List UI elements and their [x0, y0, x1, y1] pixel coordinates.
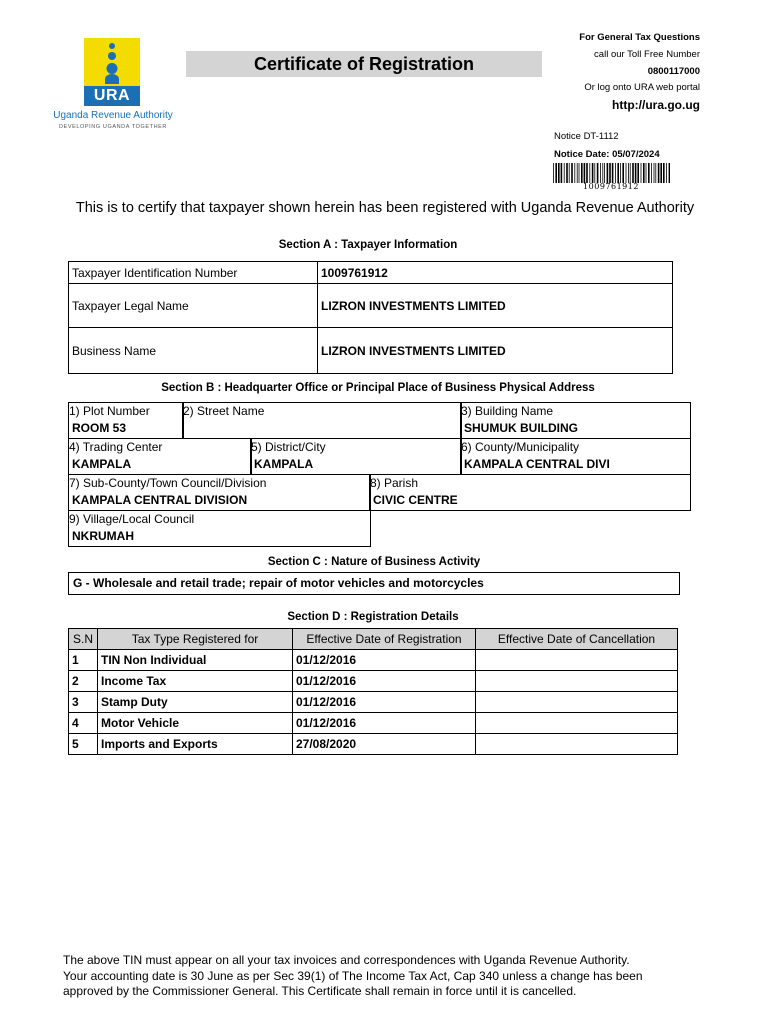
table-row	[69, 284, 673, 328]
field-value: KAMPALA	[72, 457, 132, 471]
row-value: 1009761912	[318, 262, 673, 284]
barcode-bar	[604, 163, 605, 183]
barcode-bar	[615, 163, 616, 183]
barcode-bar	[589, 163, 590, 183]
field-value: ROOM 53	[72, 421, 127, 435]
county-cell	[460, 438, 691, 475]
notice-date: Notice Date: 05/07/2024	[554, 149, 660, 160]
street-name-cell	[182, 402, 462, 439]
cell-sn: 2	[69, 671, 98, 692]
barcode-bar	[663, 163, 665, 183]
barcode-bar	[635, 163, 637, 183]
contact-phone: 0800117000	[647, 66, 700, 77]
field-value: CIVIC CENTRE	[373, 493, 458, 507]
barcode-bar	[637, 163, 639, 183]
barcode-bar	[669, 163, 670, 183]
barcode-bar	[574, 163, 575, 183]
cell-cancelled	[476, 671, 678, 692]
contact-call-line: call our Toll Free Number	[594, 49, 700, 60]
cell-registered: 01/12/2016	[293, 713, 476, 734]
barcode	[552, 163, 670, 183]
cell-sn: 3	[69, 692, 98, 713]
building-name-cell	[460, 402, 691, 439]
parish-cell	[369, 474, 691, 511]
table-row	[69, 671, 678, 692]
row-label: Taxpayer Identification Number	[69, 262, 318, 284]
field-value: KAMPALA CENTRAL DIVI	[464, 457, 610, 471]
barcode-bar	[612, 163, 614, 183]
column-header: S.N	[69, 629, 98, 650]
field-label: 2) Street Name	[183, 404, 265, 418]
cell-cancelled	[476, 713, 678, 734]
village-cell	[68, 510, 371, 547]
barcode-bar	[654, 163, 655, 183]
field-label: 4) Trading Center	[69, 440, 163, 454]
contact-url[interactable]: http://ura.go.ug	[612, 98, 700, 112]
table-row	[69, 713, 678, 734]
business-activity-field: G - Wholesale and retail trade; repair of motor vehicles and motorcycles	[68, 572, 680, 595]
row-value: LIZRON INVESTMENTS LIMITED	[318, 284, 673, 328]
barcode-bar	[626, 163, 627, 183]
cell-sn: 4	[69, 713, 98, 734]
barcode-bar	[630, 163, 631, 183]
barcode-bar	[569, 163, 570, 183]
barcode-bar	[597, 163, 599, 183]
cell-tax-type: TIN Non Individual	[98, 650, 293, 671]
table-row	[69, 262, 673, 284]
cell-registered: 01/12/2016	[293, 650, 476, 671]
barcode-bar	[566, 163, 568, 183]
barcode-bar	[584, 163, 586, 183]
field-value: KAMPALA CENTRAL DIVISION	[72, 493, 248, 507]
cell-registered: 27/08/2020	[293, 734, 476, 755]
barcode-bar	[553, 163, 554, 183]
cell-tax-type: Motor Vehicle	[98, 713, 293, 734]
contact-portal-line: Or log onto URA web portal	[584, 82, 700, 93]
field-value: NKRUMAH	[72, 529, 134, 543]
barcode-bar	[660, 163, 662, 183]
barcode-bar	[622, 163, 624, 183]
logo-name: Uganda Revenue Authority	[53, 110, 173, 121]
table-row	[69, 692, 678, 713]
footer-notice	[63, 953, 703, 1000]
cell-tax-type: Income Tax	[98, 671, 293, 692]
trading-center-cell	[68, 438, 252, 475]
section-d-heading: Section D : Registration Details	[287, 611, 459, 623]
field-label: 5) District/City	[251, 440, 326, 454]
table-row	[69, 734, 678, 755]
section-c-heading: Section C : Nature of Business Activity	[267, 556, 481, 568]
cell-tax-type: Stamp Duty	[98, 692, 293, 713]
cell-sn: 5	[69, 734, 98, 755]
table-row	[69, 328, 673, 374]
barcode-bar	[658, 163, 660, 183]
barcode-bar	[564, 163, 565, 183]
taxpayer-info-table	[68, 261, 673, 374]
field-label: 1) Plot Number	[69, 404, 150, 418]
footer-line: approved by the Commissioner General. This Certificate shall remain in force until it is cancelled.	[63, 984, 577, 998]
plot-number-cell	[68, 402, 184, 439]
column-header: Effective Date of Cancellation	[476, 629, 678, 650]
barcode-bar	[632, 163, 634, 183]
field-label: 7) Sub-County/Town Council/Division	[69, 476, 267, 490]
cell-registered: 01/12/2016	[293, 692, 476, 713]
cell-sn: 1	[69, 650, 98, 671]
section-a-heading: Section A : Taxpayer Information	[278, 239, 458, 251]
district-cell	[250, 438, 462, 475]
sub-county-cell	[68, 474, 371, 511]
cell-cancelled	[476, 650, 678, 671]
barcode-bar	[579, 163, 580, 183]
section-b-heading: Section B : Headquarter Office or Principal Place of Business Physical Address	[161, 382, 595, 394]
row-label: Taxpayer Legal Name	[69, 284, 318, 328]
barcode-bar	[617, 163, 619, 183]
footer-line: Your accounting date is 30 June as per Sec 39(1) of The Income Tax Act, Cap 340 unless a change has been	[63, 968, 643, 983]
cell-registered: 01/12/2016	[293, 671, 476, 692]
table-row	[69, 650, 678, 671]
notice-id: Notice DT-1112	[554, 131, 619, 142]
logo-tagline: DEVELOPING UGANDA TOGETHER	[58, 124, 167, 130]
barcode-bar	[600, 163, 601, 183]
barcode-bar	[643, 163, 645, 183]
barcode-bar	[666, 163, 667, 183]
barcode-number: 1009761912	[583, 182, 639, 191]
barcode-bar	[581, 163, 583, 183]
field-label: 8) Parish	[370, 476, 419, 490]
barcode-bar	[648, 163, 650, 183]
barcode-bar	[628, 163, 629, 183]
barcode-bar	[594, 163, 595, 183]
column-header: Tax Type Registered for	[98, 629, 293, 650]
field-value: SHUMUK BUILDING	[464, 421, 578, 435]
barcode-bar	[571, 163, 573, 183]
row-value: LIZRON INVESTMENTS LIMITED	[318, 328, 673, 374]
registration-details-table	[68, 628, 678, 755]
barcode-bar	[561, 163, 563, 183]
certify-statement: This is to certify that taxpayer shown herein has been registered with Uganda Revenue Authority	[75, 200, 695, 216]
barcode-bar	[586, 163, 588, 183]
barcode-bar	[641, 163, 642, 183]
row-label: Business Name	[69, 328, 318, 374]
footer-line: The above TIN must appear on all your tax invoices and correspondences with Uganda Revenue Authority.	[63, 953, 630, 967]
field-label: 3) Building Name	[461, 404, 554, 418]
barcode-bar	[555, 163, 557, 183]
cell-cancelled	[476, 734, 678, 755]
logo-abbr: URA	[84, 86, 140, 106]
contact-heading: For General Tax Questions	[579, 32, 700, 43]
barcode-bar	[620, 163, 621, 183]
barcode-bar	[609, 163, 611, 183]
barcode-bar	[602, 163, 603, 183]
field-label: 6) County/Municipality	[461, 440, 580, 454]
field-value: KAMPALA	[254, 457, 314, 471]
barcode-bar	[651, 163, 652, 183]
barcode-bar	[577, 163, 578, 183]
barcode-bar	[607, 163, 609, 183]
page-title: Certificate of Registration	[186, 51, 542, 77]
ura-logo	[84, 38, 140, 106]
cell-tax-type: Imports and Exports	[98, 734, 293, 755]
column-header: Effective Date of Registration	[293, 629, 476, 650]
barcode-bar	[646, 163, 647, 183]
field-label: 9) Village/Local Council	[69, 512, 195, 526]
barcode-bar	[592, 163, 594, 183]
cell-cancelled	[476, 692, 678, 713]
barcode-bar	[558, 163, 560, 183]
table-header-row	[69, 629, 678, 650]
barcode-bar	[655, 163, 656, 183]
